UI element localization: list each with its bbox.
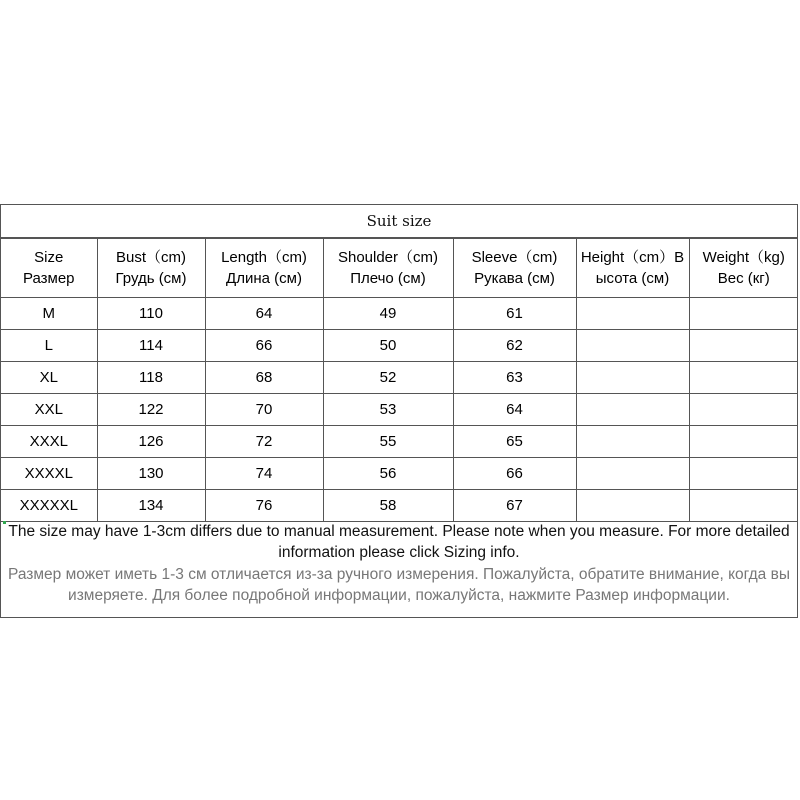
size-chart <box>0 204 798 618</box>
cell-sleeve: 61 <box>453 298 576 330</box>
cell-weight <box>689 458 798 490</box>
cell-height <box>576 490 689 522</box>
cell-size: XXXXL <box>1 458 97 490</box>
cell-bust: 126 <box>97 426 205 458</box>
cell-weight <box>689 362 798 394</box>
table-row <box>1 298 798 330</box>
cell-size: L <box>1 330 97 362</box>
cell-height <box>576 426 689 458</box>
cell-shoulder: 56 <box>323 458 453 490</box>
cell-bust: 110 <box>97 298 205 330</box>
cell-weight <box>689 330 798 362</box>
cell-height <box>576 330 689 362</box>
header-size: Size Размер <box>1 239 97 298</box>
cell-sleeve: 62 <box>453 330 576 362</box>
header-weight: Weight（kg) Вес (кг) <box>689 239 798 298</box>
header-height: Height（cm）В ысота (см) <box>576 239 689 298</box>
cell-sleeve: 66 <box>453 458 576 490</box>
cell-length: 66 <box>205 330 323 362</box>
cell-sleeve: 65 <box>453 426 576 458</box>
cell-sleeve: 67 <box>453 490 576 522</box>
chart-title: Suit size <box>1 205 797 238</box>
cell-weight <box>689 394 798 426</box>
cell-height <box>576 298 689 330</box>
cell-size: XXXL <box>1 426 97 458</box>
cell-size: XL <box>1 362 97 394</box>
header-bust: Bust（cm) Грудь (см) <box>97 239 205 298</box>
cell-height <box>576 458 689 490</box>
header-sleeve: Sleeve（cm) Рукава (см) <box>453 239 576 298</box>
table-row <box>1 394 798 426</box>
cell-size: XXL <box>1 394 97 426</box>
cell-shoulder: 52 <box>323 362 453 394</box>
cell-weight <box>689 490 798 522</box>
cell-bust: 134 <box>97 490 205 522</box>
table-row <box>1 362 798 394</box>
cell-bust: 130 <box>97 458 205 490</box>
cell-shoulder: 49 <box>323 298 453 330</box>
header-length: Length（cm) Длина (см) <box>205 239 323 298</box>
note-english: The size may have 1-3cm differs due to manual measurement. Please note when you measure. For more detailed information please click Sizing info. <box>8 523 790 561</box>
cell-shoulder: 53 <box>323 394 453 426</box>
measurement-note <box>1 521 797 606</box>
cell-sleeve: 64 <box>453 394 576 426</box>
note-russian: Размер может иметь 1-3 см отличается из-за ручного измерения. Пожалуйста, обратите внимание, когда вы измеряете. Для более подробной информации, пожалуйста, нажмите Размер информации. <box>8 566 790 604</box>
cell-bust: 122 <box>97 394 205 426</box>
cell-bust: 114 <box>97 330 205 362</box>
corner-mark <box>3 521 6 524</box>
cell-size: M <box>1 298 97 330</box>
header-shoulder: Shoulder（cm) Плечо (см) <box>323 239 453 298</box>
cell-length: 70 <box>205 394 323 426</box>
table-row <box>1 426 798 458</box>
table-row <box>1 458 798 490</box>
cell-weight <box>689 426 798 458</box>
cell-weight <box>689 298 798 330</box>
cell-sleeve: 63 <box>453 362 576 394</box>
cell-shoulder: 55 <box>323 426 453 458</box>
cell-bust: 118 <box>97 362 205 394</box>
cell-length: 74 <box>205 458 323 490</box>
cell-height <box>576 394 689 426</box>
cell-length: 72 <box>205 426 323 458</box>
cell-shoulder: 58 <box>323 490 453 522</box>
cell-size: XXXXXL <box>1 490 97 522</box>
size-table <box>1 238 798 522</box>
table-row <box>1 490 798 522</box>
cell-shoulder: 50 <box>323 330 453 362</box>
table-row <box>1 330 798 362</box>
cell-length: 64 <box>205 298 323 330</box>
header-row <box>1 239 798 298</box>
cell-length: 68 <box>205 362 323 394</box>
cell-length: 76 <box>205 490 323 522</box>
cell-height <box>576 362 689 394</box>
